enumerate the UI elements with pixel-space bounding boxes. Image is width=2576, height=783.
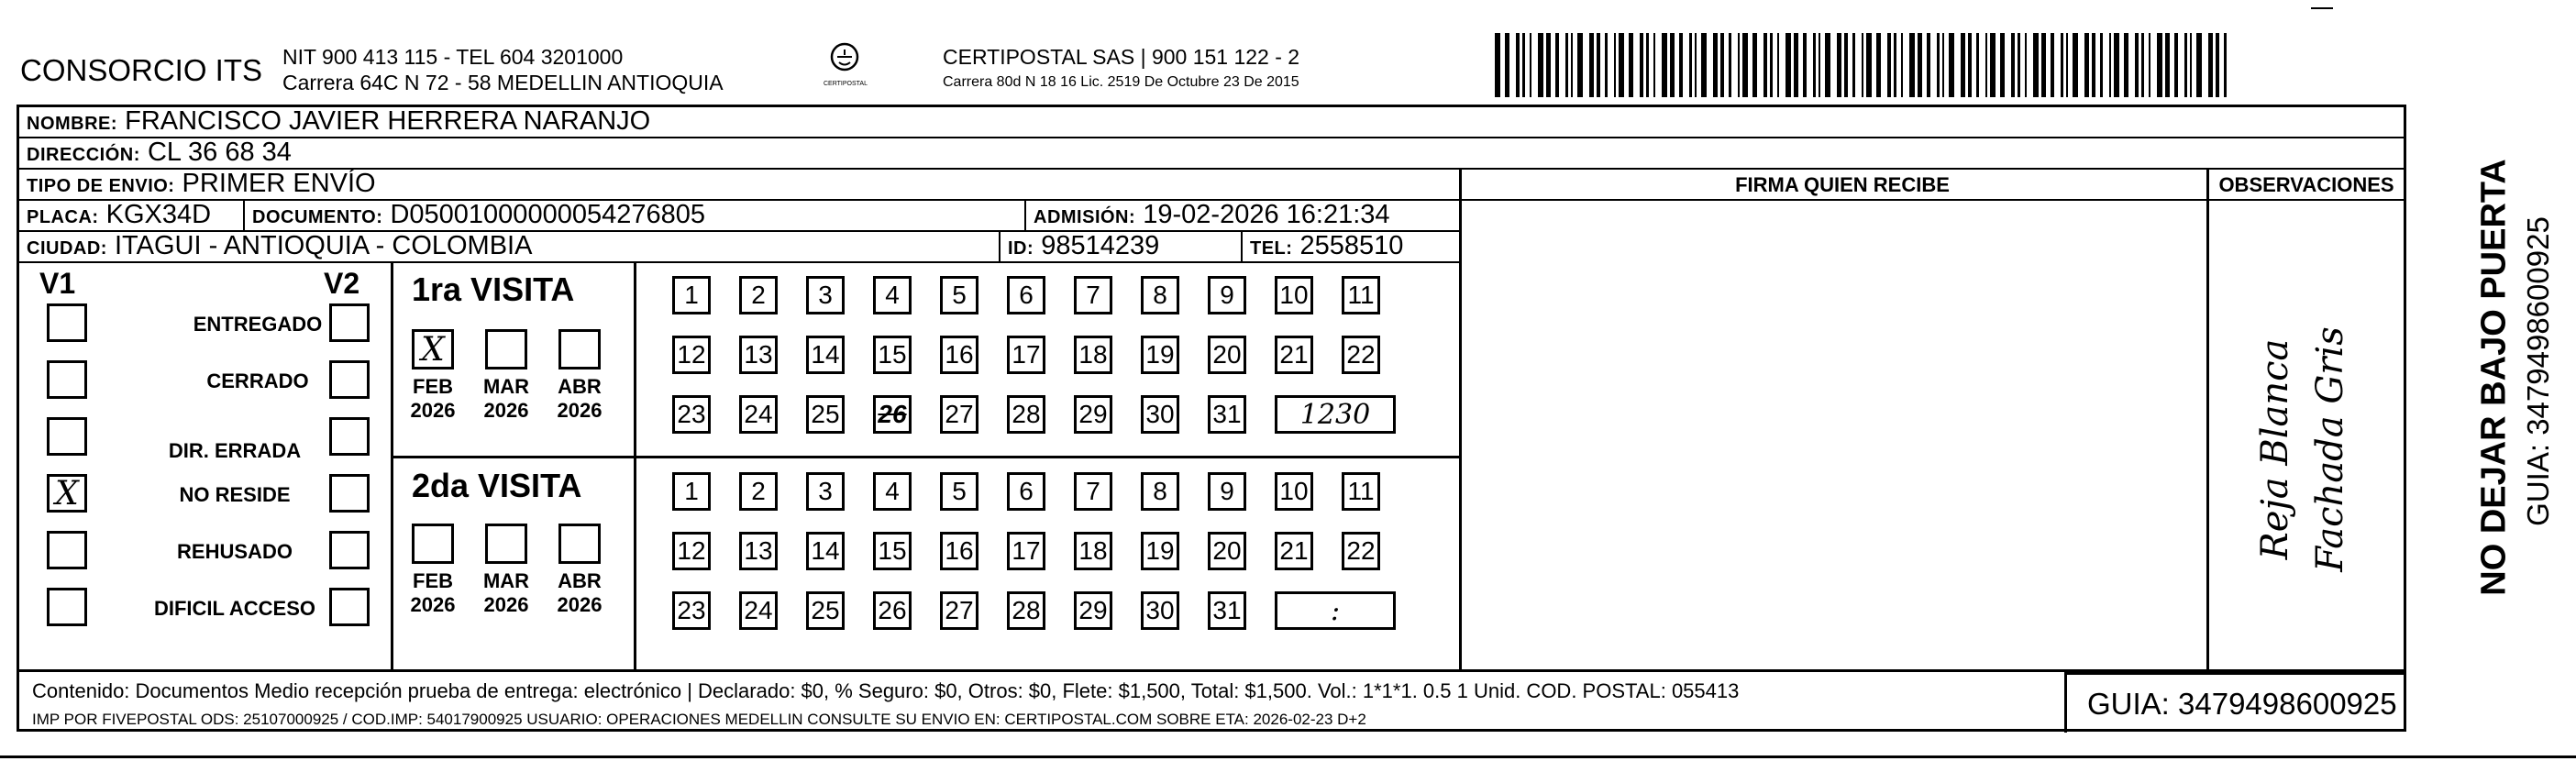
admision-cell bbox=[1024, 201, 1390, 230]
day-number: 23 bbox=[677, 400, 706, 428]
month-year: 2026 bbox=[410, 593, 456, 616]
status-option-label: CERRADO bbox=[206, 369, 309, 392]
day-number: 11 bbox=[1347, 281, 1375, 309]
day-number: 21 bbox=[1279, 340, 1309, 369]
day-box[interactable] bbox=[806, 276, 845, 314]
day-box[interactable] bbox=[1208, 336, 1246, 374]
day-box[interactable] bbox=[1074, 472, 1112, 511]
day-box[interactable] bbox=[1141, 591, 1179, 630]
guia-number: GUIA: 3479498600925 bbox=[2064, 672, 2404, 733]
company-name: CONSORCIO ITS bbox=[20, 53, 263, 87]
side-guia: GUIA: 3479498600925 bbox=[2521, 216, 2555, 526]
day-number: 30 bbox=[1145, 400, 1175, 428]
day-number: 8 bbox=[1153, 477, 1167, 505]
certipostal-sub: Carrera 80d N 18 16 Lic. 2519 De Octubre 23 De 2015 bbox=[943, 74, 1299, 90]
v1-checkbox[interactable] bbox=[47, 303, 87, 342]
day-number: 10 bbox=[1279, 281, 1309, 309]
documento-label: DOCUMENTO: bbox=[252, 207, 383, 227]
id-cell bbox=[999, 232, 1159, 261]
first-visit-title: 1ra VISITA bbox=[412, 270, 575, 308]
day-box[interactable] bbox=[806, 472, 845, 511]
address-line: Carrera 64C N 72 - 58 MEDELLIN ANTIOQUIA bbox=[282, 71, 724, 94]
day-box[interactable] bbox=[1007, 532, 1045, 570]
day-number: 3 bbox=[818, 281, 833, 309]
day-number: 13 bbox=[744, 536, 773, 565]
day-box[interactable] bbox=[806, 591, 845, 630]
row-direccion bbox=[19, 138, 2404, 170]
observaciones-label: OBSERVACIONES bbox=[2209, 170, 2404, 201]
day-number: 3 bbox=[818, 477, 833, 505]
documento-value: D05001000000054276805 bbox=[390, 200, 705, 229]
day-box[interactable] bbox=[1007, 336, 1045, 374]
month-label bbox=[551, 569, 608, 617]
tel-value: 2558510 bbox=[1299, 231, 1404, 260]
month-year: 2026 bbox=[483, 593, 529, 616]
month-label bbox=[478, 569, 535, 617]
day-number: 12 bbox=[677, 536, 706, 565]
day-box[interactable] bbox=[1275, 532, 1313, 570]
day-number: 5 bbox=[952, 477, 967, 505]
month-checkbox[interactable] bbox=[558, 524, 601, 564]
row-ciudad bbox=[19, 232, 1459, 263]
observacion-line-2: Fachada Gris bbox=[2309, 326, 2351, 572]
day-number: 29 bbox=[1078, 400, 1108, 428]
months-divider bbox=[634, 263, 636, 671]
month-label bbox=[404, 375, 461, 423]
day-number: 28 bbox=[1012, 596, 1041, 624]
v1-checkbox[interactable] bbox=[47, 588, 87, 626]
month-name: ABR bbox=[558, 569, 602, 592]
day-box[interactable] bbox=[940, 395, 978, 434]
day-box[interactable] bbox=[1074, 532, 1112, 570]
admision-value: 19-02-2026 16:21:34 bbox=[1143, 200, 1390, 229]
day-box[interactable] bbox=[1275, 336, 1313, 374]
day-number: 1 bbox=[684, 477, 699, 505]
day-number: 19 bbox=[1145, 536, 1175, 565]
day-number: 2 bbox=[751, 477, 766, 505]
delivery-card bbox=[17, 105, 2406, 732]
day-number: 9 bbox=[1220, 281, 1234, 309]
day-number: 22 bbox=[1346, 536, 1376, 565]
day-box[interactable] bbox=[1208, 591, 1246, 630]
day-box[interactable] bbox=[1141, 532, 1179, 570]
day-box[interactable] bbox=[940, 276, 978, 314]
v2-checkbox[interactable] bbox=[329, 360, 370, 399]
placa-label: PLACA: bbox=[27, 207, 99, 227]
direccion-label: DIRECCIÓN: bbox=[27, 145, 140, 165]
day-number: 30 bbox=[1145, 596, 1175, 624]
day-box[interactable] bbox=[1141, 472, 1179, 511]
day-number: 7 bbox=[1086, 477, 1100, 505]
tipo-value: PRIMER ENVÍO bbox=[182, 169, 376, 198]
barcode-icon bbox=[1495, 33, 2227, 97]
day-number: 16 bbox=[945, 536, 974, 565]
day-number: 25 bbox=[811, 596, 840, 624]
month-year: 2026 bbox=[483, 399, 529, 422]
day-box[interactable] bbox=[940, 591, 978, 630]
day-box[interactable] bbox=[1342, 472, 1380, 511]
day-box[interactable] bbox=[1275, 276, 1313, 314]
time-box[interactable] bbox=[1275, 591, 1396, 630]
bottom-edge-line bbox=[0, 755, 2576, 758]
visits-divider bbox=[391, 263, 393, 671]
ciudad-label: CIUDAD: bbox=[27, 238, 107, 259]
day-number: 6 bbox=[1019, 281, 1034, 309]
day-number: 25 bbox=[811, 400, 840, 428]
day-box[interactable] bbox=[1007, 591, 1045, 630]
day-box[interactable] bbox=[940, 532, 978, 570]
day-box[interactable] bbox=[739, 472, 778, 511]
month-year: 2026 bbox=[410, 399, 456, 422]
observaciones-divider bbox=[2206, 170, 2209, 669]
month-name: FEB bbox=[413, 569, 453, 592]
month-year: 2026 bbox=[557, 593, 603, 616]
check-mark-icon: X bbox=[421, 330, 445, 369]
month-checkbox[interactable] bbox=[558, 329, 601, 369]
day-number: 29 bbox=[1078, 596, 1108, 624]
certipostal-line: CERTIPOSTAL SAS | 900 151 122 - 2 bbox=[943, 45, 1300, 69]
v2-checkbox[interactable] bbox=[329, 588, 370, 626]
day-number: 2 bbox=[751, 281, 766, 309]
month-name: ABR bbox=[558, 375, 602, 398]
day-number: 10 bbox=[1279, 477, 1309, 505]
day-number: 7 bbox=[1086, 281, 1100, 309]
day-number: 16 bbox=[945, 340, 974, 369]
observacion-line-1: Reja Blanca bbox=[2254, 338, 2296, 560]
day-box[interactable] bbox=[672, 532, 711, 570]
day-number: 23 bbox=[677, 596, 706, 624]
month-label bbox=[551, 375, 608, 423]
day-number: 19 bbox=[1145, 340, 1175, 369]
day-number: 26 bbox=[878, 400, 907, 428]
month-label bbox=[478, 375, 535, 423]
day-box[interactable] bbox=[873, 532, 912, 570]
month-year: 2026 bbox=[557, 399, 603, 422]
day-number: 21 bbox=[1279, 536, 1309, 565]
month-name: FEB bbox=[413, 375, 453, 398]
month-checkbox[interactable] bbox=[485, 524, 527, 564]
status-option-label: NO RESIDE bbox=[179, 483, 291, 506]
day-box[interactable] bbox=[1007, 395, 1045, 434]
observaciones-area[interactable] bbox=[2220, 245, 2394, 657]
documento-cell bbox=[243, 201, 705, 230]
month-name: MAR bbox=[482, 375, 530, 398]
ciudad-value: ITAGUI - ANTIOQUIA - COLOMBIA bbox=[115, 231, 533, 260]
nombre-value: FRANCISCO JAVIER HERRERA NARANJO bbox=[125, 106, 651, 136]
day-box[interactable] bbox=[739, 336, 778, 374]
day-box[interactable] bbox=[739, 532, 778, 570]
v2-checkbox[interactable] bbox=[329, 531, 370, 569]
company-contact bbox=[282, 44, 724, 95]
day-number: 4 bbox=[885, 281, 900, 309]
row-placa bbox=[19, 201, 1459, 232]
v1-checkbox[interactable] bbox=[47, 417, 87, 456]
certipostal-info bbox=[943, 44, 1299, 95]
day-number: 4 bbox=[885, 477, 900, 505]
day-box[interactable] bbox=[940, 472, 978, 511]
day-number: 15 bbox=[878, 536, 907, 565]
day-box[interactable] bbox=[1074, 591, 1112, 630]
day-box[interactable] bbox=[1342, 336, 1380, 374]
footer-line-2: IMP POR FIVEPOSTAL ODS: 25107000925 / COD.IMP: 54017900925 USUARIO: OPERACIONES MEDELLIN CONSULTE SU ENVIO EN: CERTIPOSTAL.COM SOBRE ETA: 2026-02-23 D+2 bbox=[32, 711, 1366, 728]
day-box[interactable] bbox=[1141, 395, 1179, 434]
day-box[interactable] bbox=[806, 532, 845, 570]
day-box[interactable] bbox=[806, 395, 845, 434]
day-box[interactable] bbox=[1208, 395, 1246, 434]
placa-value: KGX34D bbox=[105, 200, 212, 229]
firma-label: FIRMA QUIEN RECIBE bbox=[1462, 170, 2223, 201]
id-label: ID: bbox=[1008, 238, 1034, 259]
status-option-label: ENTREGADO bbox=[193, 313, 323, 336]
day-number: 24 bbox=[744, 596, 773, 624]
day-box[interactable] bbox=[672, 336, 711, 374]
check-mark-icon: X bbox=[55, 474, 79, 513]
day-box[interactable] bbox=[1007, 472, 1045, 511]
day-number: 20 bbox=[1212, 340, 1242, 369]
v2-checkbox[interactable] bbox=[329, 303, 370, 342]
tel-cell bbox=[1241, 232, 1403, 261]
side-panel bbox=[2421, 128, 2576, 642]
day-number: 1 bbox=[684, 281, 699, 309]
day-number: 17 bbox=[1012, 340, 1041, 369]
nit-line: NIT 900 413 115 - TEL 604 3201000 bbox=[282, 45, 624, 69]
day-box[interactable] bbox=[1275, 472, 1313, 511]
day-box[interactable] bbox=[672, 276, 711, 314]
v1-checkbox[interactable] bbox=[47, 360, 87, 399]
day-box[interactable] bbox=[873, 336, 912, 374]
day-number: 20 bbox=[1212, 536, 1242, 565]
day-box[interactable] bbox=[873, 276, 912, 314]
day-box[interactable] bbox=[1074, 336, 1112, 374]
day-number: 24 bbox=[744, 400, 773, 428]
day-number: 31 bbox=[1212, 596, 1242, 624]
day-box[interactable] bbox=[873, 395, 912, 434]
admision-label: ADMISIÓN: bbox=[1034, 207, 1136, 227]
firma-area[interactable] bbox=[1462, 201, 2206, 669]
day-box[interactable] bbox=[1208, 276, 1246, 314]
day-number: 11 bbox=[1347, 477, 1375, 505]
day-box[interactable] bbox=[672, 472, 711, 511]
day-box[interactable] bbox=[739, 591, 778, 630]
logo-label: CERTIPOSTAL bbox=[824, 81, 868, 87]
month-checkbox[interactable] bbox=[485, 329, 527, 369]
tel-label: TEL: bbox=[1250, 238, 1293, 259]
day-number: 5 bbox=[952, 281, 967, 309]
day-box[interactable] bbox=[806, 336, 845, 374]
day-number: 14 bbox=[811, 536, 840, 565]
day-number: 12 bbox=[677, 340, 706, 369]
day-number: 14 bbox=[811, 340, 840, 369]
day-box[interactable] bbox=[873, 472, 912, 511]
day-box[interactable] bbox=[873, 591, 912, 630]
id-value: 98514239 bbox=[1041, 231, 1160, 260]
v1-checkbox[interactable] bbox=[47, 531, 87, 569]
v2-checkbox[interactable] bbox=[329, 417, 370, 456]
visits-mid-divider bbox=[391, 456, 1459, 458]
v1-checkbox[interactable] bbox=[47, 474, 87, 513]
status-section bbox=[19, 263, 1459, 671]
v2-header: V2 bbox=[324, 267, 360, 300]
day-number: 18 bbox=[1078, 536, 1108, 565]
day-box[interactable] bbox=[1342, 532, 1380, 570]
day-number: 28 bbox=[1012, 400, 1041, 428]
footer-line-1: Contenido: Documentos Medio recepción prueba de entrega: electrónico | Declarado: $0, % Seguro: $0, Otros: $0, Flete: $1,500, Total: $1,500. Vol.: 1*1*1. 0.5 1 Unid. COD. POSTAL: 055413 bbox=[32, 679, 1740, 702]
day-number: 9 bbox=[1220, 477, 1234, 505]
day-box[interactable] bbox=[1074, 395, 1112, 434]
day-number: 26 bbox=[878, 596, 907, 624]
day-number: 27 bbox=[945, 596, 974, 624]
nombre-label: NOMBRE: bbox=[27, 114, 118, 134]
day-number: 6 bbox=[1019, 477, 1034, 505]
day-number: 17 bbox=[1012, 536, 1041, 565]
time-box[interactable] bbox=[1275, 395, 1396, 434]
row-tipo bbox=[19, 170, 1459, 201]
day-number: 22 bbox=[1346, 340, 1376, 369]
day-number: 8 bbox=[1153, 281, 1167, 309]
second-visit-title: 2da VISITA bbox=[412, 467, 582, 504]
day-box[interactable] bbox=[1208, 472, 1246, 511]
month-label bbox=[404, 569, 461, 617]
month-checkbox[interactable] bbox=[412, 329, 454, 369]
time-value: : bbox=[1330, 594, 1341, 627]
v1-header: V1 bbox=[39, 267, 76, 300]
day-box[interactable] bbox=[739, 395, 778, 434]
direccion-value: CL 36 68 34 bbox=[147, 138, 292, 167]
month-checkbox[interactable] bbox=[412, 524, 454, 564]
day-box[interactable] bbox=[1208, 532, 1246, 570]
row-nombre bbox=[19, 107, 2404, 138]
day-box[interactable] bbox=[739, 276, 778, 314]
corner-mark bbox=[2311, 7, 2333, 9]
day-number: 18 bbox=[1078, 340, 1108, 369]
status-option-label: DIFICIL ACCESO bbox=[153, 597, 315, 620]
footer-divider bbox=[19, 669, 2404, 672]
day-box[interactable] bbox=[940, 336, 978, 374]
day-number: 31 bbox=[1212, 400, 1242, 428]
day-box[interactable] bbox=[1141, 336, 1179, 374]
time-value: 1230 bbox=[1299, 398, 1371, 431]
day-number: 15 bbox=[878, 340, 907, 369]
no-dejar-warning: NO DEJAR BAJO PUERTA bbox=[2474, 159, 2514, 596]
day-box[interactable] bbox=[1141, 276, 1179, 314]
tipo-label: TIPO DE ENVIO: bbox=[27, 176, 175, 196]
day-number: 13 bbox=[744, 340, 773, 369]
status-option-label: DIR. ERRADA bbox=[168, 439, 302, 462]
day-box[interactable] bbox=[1074, 276, 1112, 314]
day-number: 27 bbox=[945, 400, 974, 428]
day-box[interactable] bbox=[672, 395, 711, 434]
day-box[interactable] bbox=[1342, 276, 1380, 314]
day-box[interactable] bbox=[1007, 276, 1045, 314]
month-name: MAR bbox=[482, 569, 530, 592]
v2-checkbox[interactable] bbox=[329, 474, 370, 513]
day-box[interactable] bbox=[672, 591, 711, 630]
status-option-label: REHUSADO bbox=[177, 540, 293, 563]
